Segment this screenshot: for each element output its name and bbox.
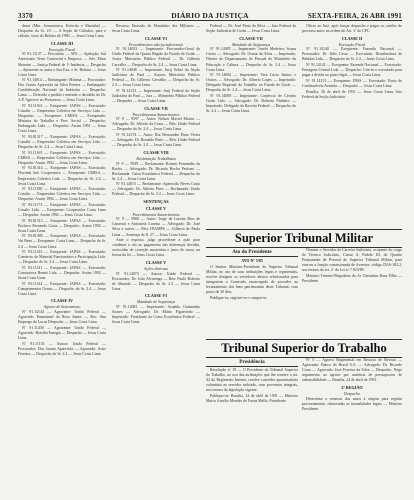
section-heading: CLASSE IV [51,298,73,304]
section-subheading: Execução Fiscal [338,41,366,47]
stm-subbanner: Ato do Presidente [206,248,298,257]
act-title: ATO Nº 5/85 [241,258,263,263]
text-paragraph: Ofício ao Juiz, após lançar despacho e pagar os cartões do processo autos na ordem do Art. 3º do CPC. [302,24,402,34]
text-paragraph: Nº 91.14174 — Autor: Rui Hernandez Pinto Vieira — Advogado: Dr. Ronaldo Pinto — Réu: União Federal — Despacho do Sr. 2.4 — Jesus Costa Lima. [112,133,200,148]
section-heading: CLASSE VII [144,105,168,111]
text-paragraph: Resolução nº 19 — O Presidente do Tribunal Superior do Trabalho, no uso das atribuições que lhe confere o art. 42 do Regimento Interno, resolve conceder aposentadoria voluntária ao servidor indicado, com proventos integrais, nos termos da legislação vigente. [206,368,298,393]
text-paragraph: Publique-se, registre-se e cumpra-se. [210,295,268,300]
column-1 [18,24,106,494]
text-paragraph: Nº 9 — 9939 — Reclamante: Romeu Fernandes da Rocha — Advogado: Dr. Ricardo Rocha Pedroso — Reclamada: Caixa Econômica Federal — Despacho do Sr. 2.4 — Jesus Costa Lima. [112,161,200,181]
section-heading: CLASSE III [50,40,74,46]
text-paragraph: Nº 91.14085 — Impetrante: Josefa Medeiros Souza Castro — Advogado: Dr. Osmar da Silva — Impetrado: Diretor do Departamento de Pessoal do Ministério da Educação e Cultura — Despacho do Sr. 2.4 — Jesus Costa Lima. [206,47,296,72]
text-paragraph: Nº 91.11153 — Autora: União Federal — Procurador: Dra. Isaura Aparecida — Agravado: Assis Ferreira — Despacho do Sr. 2.4 — Jesus Costa Lima. [18,341,106,356]
column-2 [112,24,200,494]
page-header [18,8,402,21]
text-paragraph: Nº 93.11180 — Exequente: IAPAS — Executado: Consfin — Empresário Coletiva em Serviços Ltda. — Despacho: Assim 1992 — Jesus Costa Lima. [18,187,106,202]
section-heading: CLASSE VI [145,293,167,299]
text-paragraph: Publique-se. Brasília, 24 de abril de 1991 — Ministro Marco Aurélio Mendes de Farias Mello, Presidente. [206,393,298,403]
section-heading: SENTENÇAS [143,199,169,205]
text-paragraph: Determino a remessa dos autos à origem para regular processamento, observadas as formalidades legais — Ministro Presidente. [302,396,402,411]
text-paragraph: Nº 91.14814 — Embargante: Mínima — Procurador: Dra. Isaura Aparecida da Silva Pereira — Embargado: Confederação Nacional da Indústria — Despacho: Lamo — Deferido o pedido e entendo o decidido do Dr. A.P. Agreovo ao Prossessor — Jesus Costa Lima. [18,78,106,103]
tst-subbanner: Presidência [206,358,298,367]
text-paragraph: Nº 93.11165 — Exequente: IAPAS — Executado: CMISA — Empresário Coletiva em Serviços Ltda. — Despacho: Assim 1992 — Jesus Costa Lima. [18,150,106,165]
section-heading: CLASSE VII [239,35,263,41]
text-paragraph: Nº 93.81317 — Exequente: IAPAS — Executado: Consfin — Empresário Coletiva em Serviços Ltda. — Despacho do Sr. 2.4 — Jesus Costa Lima. [18,134,106,150]
text-paragraph: Nº 93.81313 — Exequente: IAPAS — Executado: Pacheco Fernando Costa — Despacho: Assim 1992 — Jesus Costa Lima. [18,218,106,233]
page-number: 3370 [18,12,33,20]
text-paragraph: Nº 91.14048 — Impetrante: Jurij Sehaf da Seção Judiciária do Pará — Autora: Ministério Público Federal — Dr. Gilberto Carvalho — Despacho do Sr. 2.4 — Jesus Costa Lima. [112,68,200,88]
text-paragraph: Nº 91.14133 — Impetrante: Jurij Federal da Seção Judiciária do Pará — Juiz — Ministério Público Federal — Despacho — Jesus Costa Lima. [112,88,200,104]
text-paragraph: Nº 91.14151 — Exequente: INSS — Executado: Posto de Combustíveis Avenida — Despacho — Jesus Costa Lima. [302,78,402,88]
text-paragraph: Nº 93.11163 — Exequente: IAPAS — Executado: Consfin — Empresário Coletiva em Serviços Ltda. — Despacho: — Exequente: CMISA — Exequendo: Ministra do Trabalho e Prev. Social — Despacho: Embargado Ltda. — Despacho: Assim 1992 — Jesus Costa Lima. [18,104,106,134]
text-paragraph: Nº 5 — Agravo Regimental em Recurso de Revista — Agravante: Banco do Brasil S.A. — Advogado: Dr. Ricardo Costa — Agravado: José Ferreira da Silva — Despacho: Nego seguimento ao agravo por ausência de pressupostos de admissibilidade — Brasília, 24 de abril de 1991. [302,358,402,383]
section-subheading: Execução Fiscal [48,46,76,52]
text-paragraph: Ante o exposto, julgo procedente a ação para condenar o réu ao pagamento das diferenças devidas, acrescidas de correção monetária e juros de mora, na forma da lei — Jesus Costa Lima. [112,238,200,258]
section-heading: CLASSE VI [145,35,167,41]
text-paragraph: Nº 9 — 9900 — Autor: Jorge de Lucena Rios de Canavial e Antonieta Lucena — Advogado: Dr. José Silva e outros — Réu: INAMPS — Gilberto de Paula Lima — Sentença de fl. 27 — Jesus Costa Lima. [112,217,200,237]
text-paragraph: Nº 93.81414 — Exequente: IAPAS — Executado: Florinda Ind. Cooperativa — Exequente: CMISA — Empresário Coletiva Ltda. — Despacho do Sr. 2.4 — Jesus Costa Lima. [18,166,106,186]
section-subheading: Procedimentos Sumaríssimos [132,211,180,217]
text-paragraph: Nº 91.14015 — Reclamante: Aparecida Neves Costa — Advogado: Dr. Alberto Pires — Reclamada: União Federal — Despacho do Sr. 2.4 — Jesus Costa Lima. [112,182,200,197]
tst-banner: Tribunal Superior do Trabalho [206,339,402,358]
text-paragraph: Nº 91.14073 — Autora: União Federal — Procurador: Dr. João Alvarenga — Réu: Paulo Roberto de Almeida — Despacho do Sr. 2.4 — Jesus Costa Lima. [112,271,200,291]
text-paragraph: Brasília, 26 de abril de 1991 — Jesus Costa Lima, Juiz Federal da Seção Judiciária. [302,89,402,99]
journal-title: DIÁRIO DA JUSTIÇA [171,11,249,20]
text-paragraph: Nº 93.11144 — Exequente: IAPAS — Executado: Cumprimentos Gerais — Despacho do Sr. 2.4 — Jesus Costa Lima. [18,281,106,296]
column-3c [206,368,298,494]
text-paragraph: Nº 91.11430 — Agravante: União Federal — Agravado: Brasília Energia — Despacho — Jesus Costa Lima. [18,325,106,340]
text-paragraph: Nº 91.14084 — Impetrante: Vera Lúcia Santos e Outros — Advogado: Dr. Alberto Lopes — Impetrado: Delegado Regional do Trabalho no Estado de Goiás — Despacho do Sr. 2.4 — Jesus Costa Lima. [206,73,296,93]
column-4c [302,358,402,494]
text-paragraph: O Senhor Ministro-Presidente do Superior Tribunal Militar, no uso de suas atribuições legais e regimentais, resolve designar os servidores abaixo relacionados para integrarem a Comissão encarregada de proceder ao levantamento dos bens patrimoniais deste Tribunal, com prazo de 30 dias. [206,265,298,295]
text-paragraph: Nº 91.14081 — Impetrante: Arnaldo Guimarães Soares — Advogado: Dr. Mário Figueiredo — Impetrado: Presidente da Caixa Econômica Federal — Jesus Costa Lima. [112,305,200,325]
stm-banner: Superior Tribunal Militar [206,229,402,248]
column-3 [206,24,296,252]
section-subheading: Reclamação Trabalhista [136,155,176,161]
text-paragraph: Nomear o Servidor da Carreira Judiciária, ocupante do cargo de Técnico Judiciário, Classe A, Padrão III, do Quadro Permanente de Pessoal do Superior Tribunal Militar, para exercer a função comissionada de Assessor, código DAS-102.2, nos termos do art. 2º da Lei nº 7.923/89. [302,248,402,273]
text-paragraph: Federal — Dr. José Pinto da Silva — Juiz Federal da Seção Judiciária de Goiás — Jesus Costa Lima. [206,24,296,34]
section-subheading: Mandado de Segurança [231,41,271,47]
section-subheading: Despacho [344,390,360,396]
text-paragraph: Nº 93.11143 — Exequente: IAPAS — Executado: Comércio de Material Funcionários e Participação Ltda. — Despacho do Sr. 2.4 — Jesus Costa Lima. [18,250,106,265]
column-4 [302,24,402,252]
text-paragraph: Nº 91.14088 — Impetrante: Comércio de Cereais Goiás Ltda. — Advogado: Dr. Roberto Pinheiro — Impetrado: Delegado da Receita Federal — Despacho do Sr. 2.4 — Jesus Costa Lima. [206,93,296,114]
section-heading: CLASSE V [145,205,167,211]
column-3b [206,265,298,337]
text-paragraph: Nº 91.14144 — Agravante: União Federal — Agravado: Emmanuel da Rosa Junior — Rec. Ana Emprego de Lucas Despacho — Jesus Costa Lima. [18,310,106,325]
text-paragraph: Nº 91.11137 — Precatório — APS — Apelação: Sul Americano Terra Comercial e Empresa — Adv. Elton Sbaraini — Justiça Federal de 1ª Instância — Despacho — Apresente os autos a Sua Exa. o Sr. Relator. — Jesus Costa Lima. [18,52,106,77]
text-paragraph: Nº 9 — 9597 — Autor: Nelson Maciel Mattos — Advogado: Dr. Alfredo da Costa — Réu: União Federal — Despacho do Sr. 2.4 — Jesus Costa Lima. [112,117,200,132]
text-paragraph: dezat (Min. Aeronáutica, Exército e Marinha) — Despacho do Sr. 2.9 — A Seção de Cálculos, para o cálculo, visto do Relator de 1990. — Jesus Costa Lima. [18,24,106,39]
text-paragraph: Ministro Tenente-Brigadeiro do Ar Cherubim Rosa Filho — Presidente [302,273,402,283]
text-paragraph: Recurso, Emissão de Mandados dos Militares — Jesus Costa Lima. [112,24,200,34]
section-subheading: Mandado de Segurança [136,299,176,305]
section-heading: CLASSE VIII [143,149,169,155]
section-subheading: Procedimentos Sumaríssimos [132,111,180,117]
text-paragraph: Nº 91.14140 — Exequente: Fazenda Nacional — Procurador: Dr. Júlio Cesar — Executado: Distribuidora de Bebidas Ltda. — Despacho do Sr. 2.4 — Jesus Costa Lima. [302,47,402,62]
section-subheading: Ações diversas [144,265,168,271]
text-paragraph: Nº 93.11173 — Exequente: IAPAS — Executado: Crisalis Ltda. — Exequente: Cooperativa Costa Lima — Despacho: Assim 1992 — Jesus Costa Lima. [18,202,106,218]
section-heading: CLASSE V [145,259,167,265]
section-heading: 2ª REGIÃO [341,384,363,390]
text-paragraph: Nº 93.11141 — Exequente: IAPAS — Executado: Construtora Rennó Ltda. — Despacho: Assim 1992 — Jesus Costa Lima. [18,265,106,280]
text-paragraph: Nº 91.14141 — Exequente: Fazenda Nacional — Executado: Ferragens Central Ltda. — Despacho: Cite-se o executado para pagar a dívida no prazo legal — Jesus Costa Lima. [302,63,402,78]
issue-date: SEXTA-FEIRA, 26 ABR 1991 [307,12,402,20]
column-4b [302,248,402,337]
text-paragraph: Nº 93.81380 — Exequente: IAPAS — Executado: Vai Bem — Exequente: Costa Lima — Despacho do Sr. 2.4 — Jesus Costa Lima. [18,234,106,249]
section-heading: CLASSE II [341,35,363,41]
section-subheading: Agravo de Instrumento [43,304,81,310]
section-subheading: Procedimentos não-jurisdicionais [128,41,184,47]
text-paragraph: Nº 91.14033 — Impetrante: Procurador-Geral da União Federal da Quarta Região do Estado de Goiás — Autor: Ministério Público Federal — Dr. Gilberto Carvalho — Despacho do Sr. 2.4 — Jesus Costa Lima. [112,47,200,67]
